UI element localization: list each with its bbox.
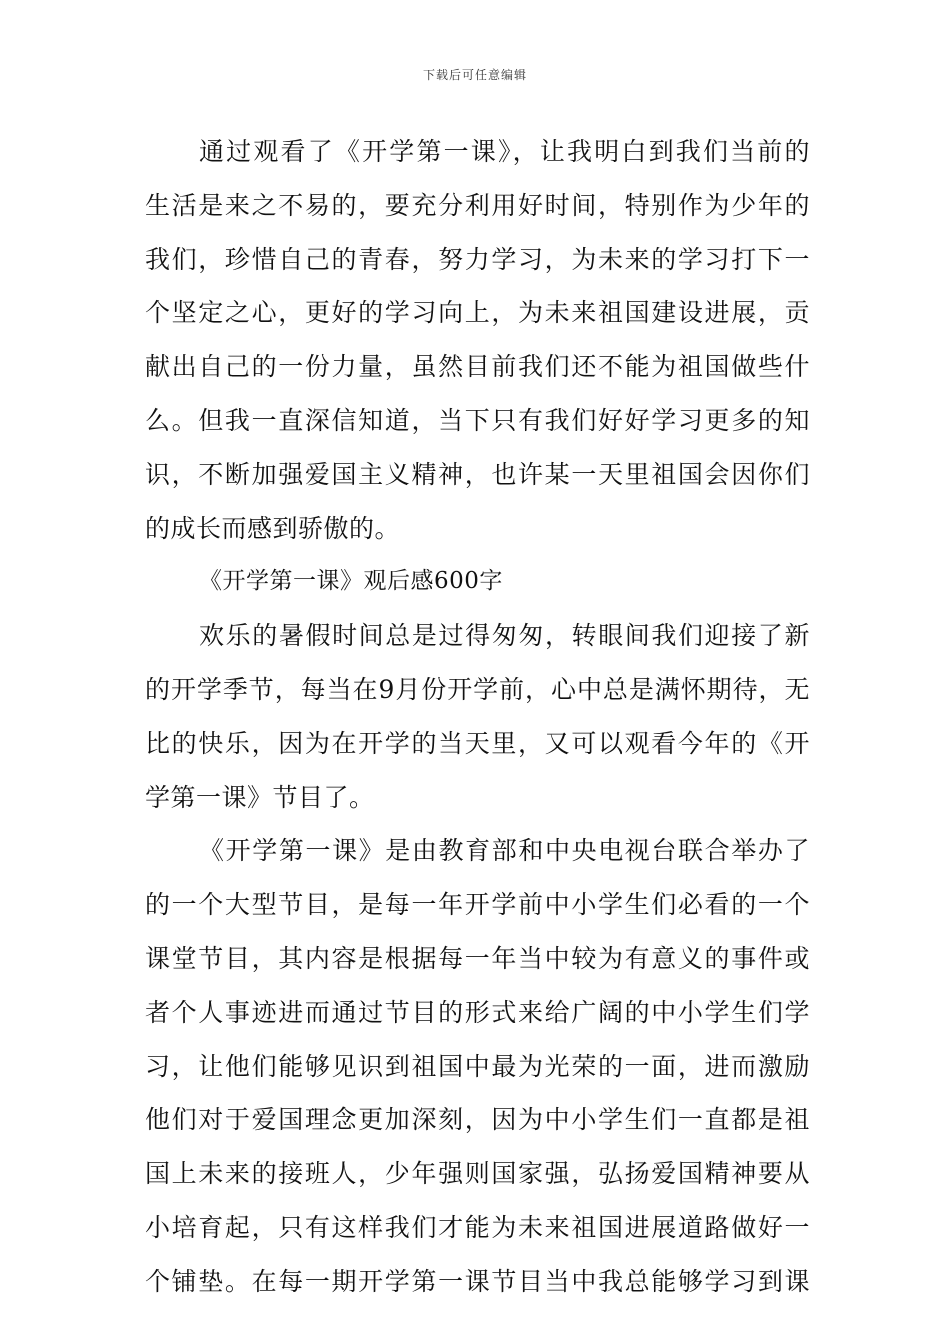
paragraph-1-line-8: 的成长而感到骄傲的。 — [145, 513, 401, 543]
section-heading: 《开学第一课》观后感600字 — [199, 568, 503, 595]
document-body — [145, 125, 810, 1309]
paragraph-2-line-2: 的开学季节，每当在9月份开学前，心中总是满怀期待，无 — [145, 674, 810, 704]
paragraph-3-line-9: 个铺垫。在每一期开学第一课节目当中我总能够学习到课 — [145, 1266, 810, 1296]
paragraph-3-line-2: 的一个大型节目，是每一年开学前中小学生们必看的一个 — [145, 890, 810, 920]
paragraph-3-line-1: 《开学第一课》是由教育部和中央电视台联合举办了 — [199, 836, 810, 866]
paragraph-1-line-6: 么。但我一直深信知道，当下只有我们好好学习更多的知 — [145, 405, 810, 435]
paragraph-1-line-7: 识，不断加强爱国主义精神，也许某一天里祖国会因你们 — [145, 459, 810, 489]
paragraph-3-line-7: 国上未来的接班人，少年强则国家强，弘扬爱国精神要从 — [145, 1159, 810, 1189]
paragraph-3-line-5: 习，让他们能够见识到祖国中最为光荣的一面，进而激励 — [145, 1051, 810, 1081]
paragraph-1-line-1: 通过观看了《开学第一课》，让我明白到我们当前的 — [199, 137, 810, 166]
page-header-note: 下载后可任意编辑 — [422, 68, 527, 82]
paragraph-2-line-3: 比的快乐，因为在开学的当天里，又可以观看今年的《开 — [145, 728, 810, 758]
paragraph-3-line-3: 课堂节目，其内容是根据每一年当中较为有意义的事件或 — [145, 943, 810, 973]
paragraph-2-line-1: 欢乐的暑假时间总是过得匆匆，转眼间我们迎接了新 — [199, 621, 810, 651]
paragraph-3-line-4: 者个人事迹进而通过节目的形式来给广阔的中小学生们学 — [145, 997, 810, 1027]
paragraph-2-line-4: 学第一课》节目了。 — [145, 782, 375, 812]
paragraph-3-line-8: 小培育起，只有这样我们才能为未来祖国进展道路做好一 — [145, 1212, 810, 1242]
paragraph-1-line-3: 我们，珍惜自己的青春，努力学习，为未来的学习打下一 — [145, 244, 810, 274]
paragraph-3-line-6: 他们对于爱国理念更加深刻，因为中小学生们一直都是祖 — [145, 1105, 810, 1135]
paragraph-1-line-2: 生活是来之不易的，要充分利用好时间，特别作为少年的 — [145, 190, 810, 220]
paragraph-1-line-4: 个坚定之心，更好的学习向上，为未来祖国建设进展，贡 — [145, 298, 810, 328]
paragraph-1-line-5: 献出自己的一份力量，虽然目前我们还不能为祖国做些什 — [145, 352, 810, 382]
